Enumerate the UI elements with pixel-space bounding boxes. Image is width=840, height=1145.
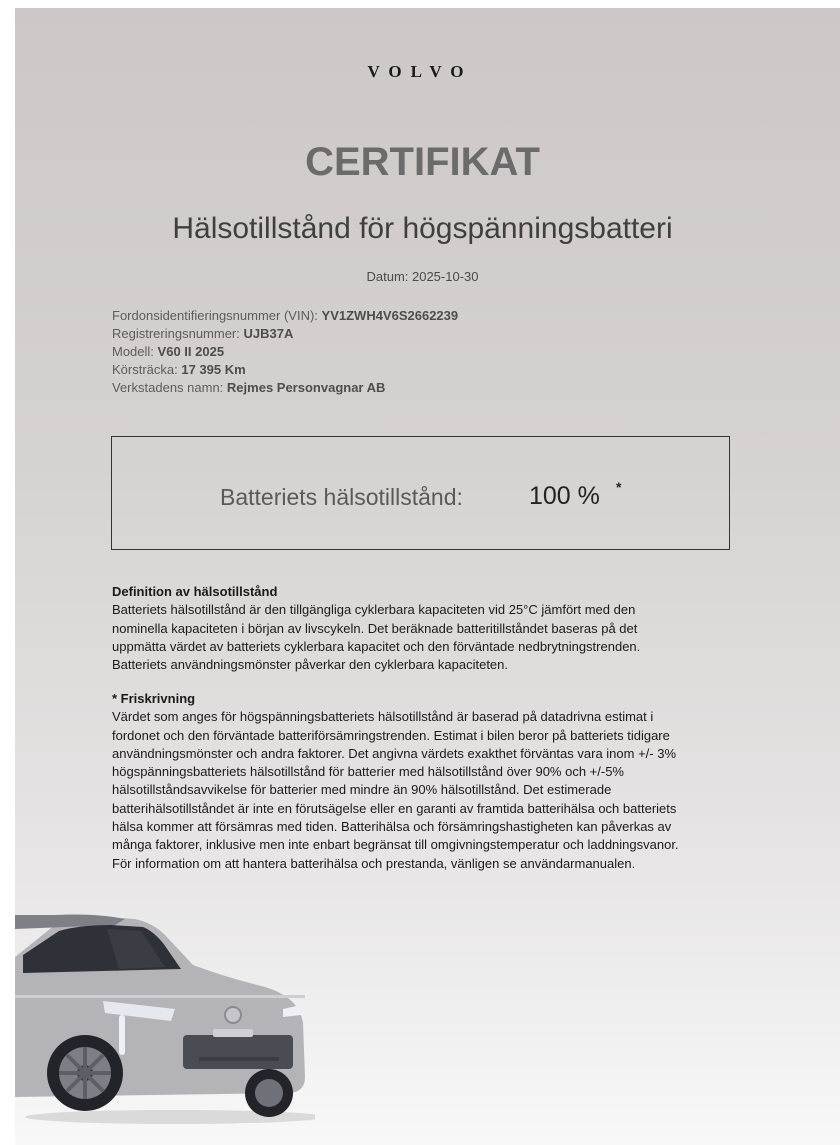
disclaimer-line: fordonet och den förväntade batteriförsämringstrenden. Estimat i bilen beror på batteriets tidigare (112, 727, 670, 743)
definition-line: nominella kapaciteten i början av livscykeln. Det beräknade batteritillståndet baseras på det (112, 620, 638, 636)
disclaimer-line: Värdet som anges för högspänningsbatteriets hälsotillstånd är baserad på datadrivna estimat i (112, 709, 654, 725)
definition-section (112, 583, 752, 674)
workshop-label: Verkstadens namn: (112, 380, 224, 395)
registration-label: Registreringsnummer: (112, 326, 240, 341)
battery-health-label: Batteriets hälsotillstånd: (220, 484, 463, 510)
battery-health-value: 100 % (529, 482, 600, 510)
registration-value: UJB37A (243, 326, 294, 341)
car-image (15, 905, 315, 1125)
battery-health-box (111, 436, 730, 550)
workshop-row (112, 379, 458, 397)
definition-line: Batteriets användningsmönster påverkar den cyklerbara kapaciteten. (112, 657, 508, 673)
disclaimer-line: hälsotillståndsavvikelse för batterier med mindre än 90% hälsotillstånd. Det estimerade (112, 782, 612, 798)
vin-value: YV1ZWH4V6S2662239 (321, 308, 459, 323)
mileage-label: Körsträcka: (112, 362, 178, 377)
vin-row (112, 307, 458, 325)
mileage-row (112, 361, 458, 379)
model-row (112, 343, 458, 361)
disclaimer-line: högspänningsbatteriets hälsotillstånd för batterier med hälsotillstånd över 90% och +/-5% (112, 764, 624, 780)
disclaimer-line: För information om att hantera batterihälsa och prestanda, vänligen se användarmanualen. (112, 855, 636, 871)
model-value: V60 II 2025 (157, 344, 225, 359)
disclaimer-line: batterihälsotillståndet är inte en förutsägelse eller en garanti av framtida batterihälsa och batteriets (112, 800, 677, 816)
definition-line: uppmätta värdet av batteriets cyklerbara kapacitet och den förväntade nedbrytningstrenden. (112, 638, 641, 654)
vin-label: Fordonsidentifieringsnummer (VIN): (112, 308, 318, 323)
disclaimer-line: användningsmönster och andra faktorer. Det angivna värdets exakthet förväntas vara inom +/- 3% (112, 745, 677, 761)
disclaimer-heading: * Friskrivning (112, 691, 196, 706)
page-title: CERTIFIKAT (305, 140, 540, 184)
battery-health-footnote-marker: * (616, 479, 622, 495)
registration-row (112, 325, 458, 343)
vehicle-info (112, 307, 458, 397)
page-subtitle: Hälsotillstånd för högspänningsbatteri (172, 212, 673, 245)
workshop-value: Rejmes Personvagnar AB (226, 380, 386, 395)
certificate-date: Datum: 2025-10-30 (366, 269, 479, 284)
definition-heading: Definition av hälsotillstånd (112, 584, 278, 599)
disclaimer-line: hälsa kommer att försämras med tiden. Batterihälsa och försämringshastigheten kan påverkas av (112, 819, 672, 835)
disclaimer-line: många faktorer, inklusive men inte enbart begränsat till omgivningstemperatur och laddningsvanor. (112, 837, 679, 853)
volvo-logo: VOLVO (367, 62, 473, 81)
definition-line: Batteriets hälsotillstånd är den tillgängliga cyklerbara kapaciteten vid 25°C jämfört med den (112, 602, 636, 618)
model-label: Modell: (112, 344, 154, 359)
disclaimer-section (112, 690, 752, 873)
mileage-value: 17 395 Km (181, 362, 246, 377)
